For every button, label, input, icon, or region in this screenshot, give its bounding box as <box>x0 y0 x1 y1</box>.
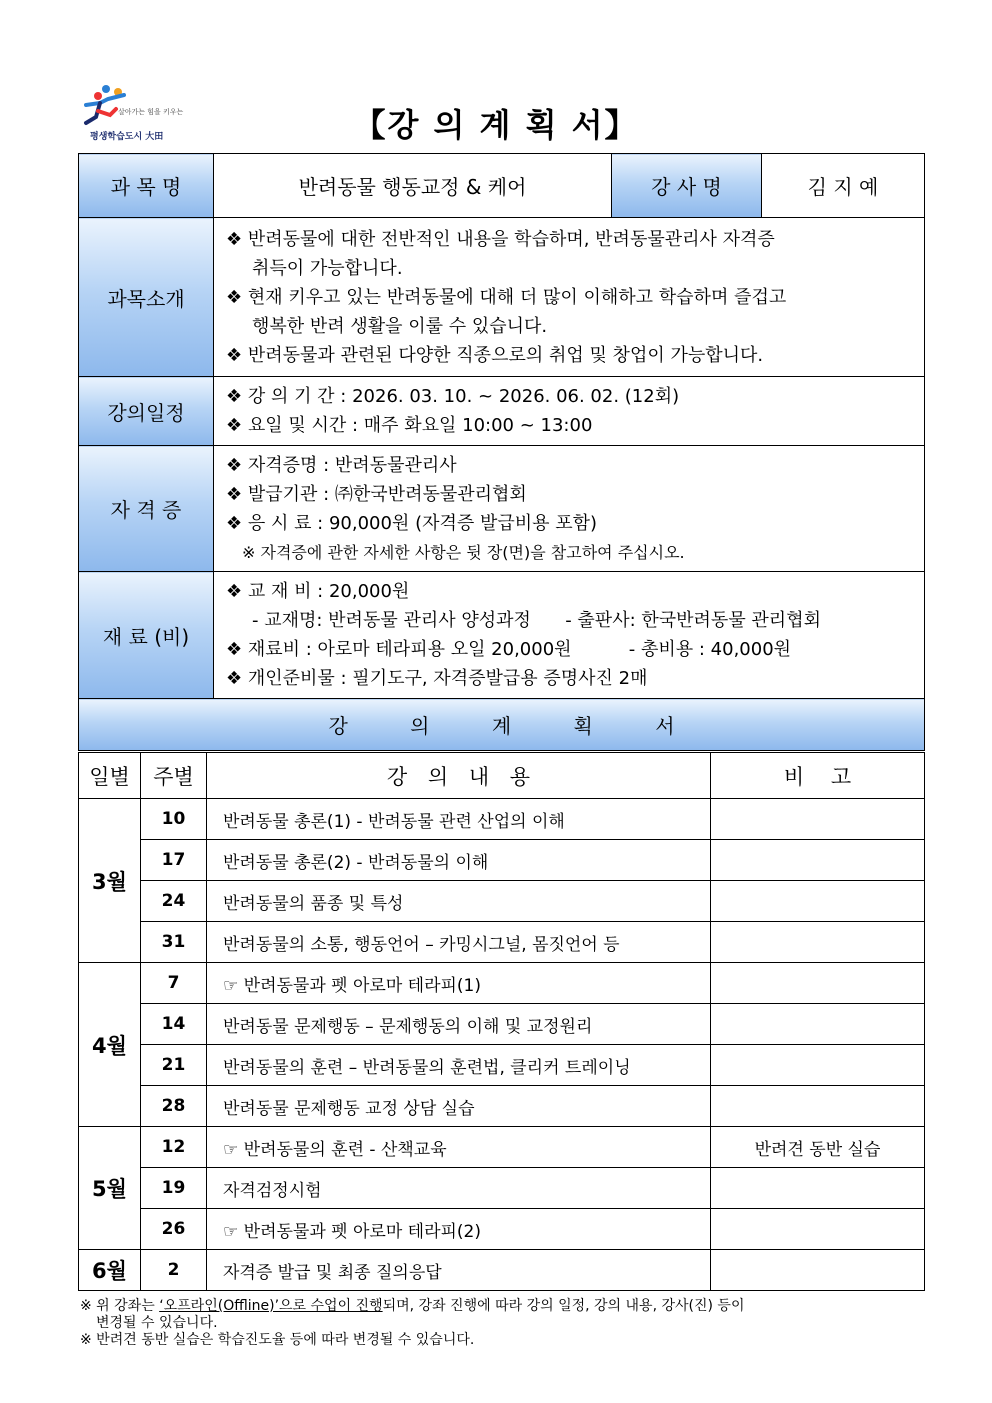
table-row <box>79 799 925 840</box>
footnote-1 <box>80 1298 925 1315</box>
note-cell <box>711 1004 925 1045</box>
schedule-label: 강의일정 <box>79 377 214 446</box>
cert-label: 자 격 증 <box>79 446 214 572</box>
intro-line: ❖ 반려동물에 대한 전반적인 내용을 학습하며, 반려동물관리사 자격증 <box>226 228 775 250</box>
banner-char: 계 <box>491 714 512 738</box>
cert-line: ❖ 응 시 료 : 90,000원 (자격증 발급비용 포함) <box>226 512 598 534</box>
week-cell: 28 <box>141 1086 207 1127</box>
cert-note: ※ 자격증에 관한 자세한 사항은 뒷 장(면)을 참고하여 주십시오. <box>242 542 685 562</box>
course-info-table <box>78 153 925 751</box>
week-cell: 26 <box>141 1209 207 1250</box>
content-cell: ☞ 반려동물의 훈련 - 산책교육 <box>207 1127 711 1168</box>
intro-line: 취득이 가능합니다. <box>252 257 403 279</box>
footnote-1-cont: 변경될 수 있습니다. <box>96 1315 218 1331</box>
header-day: 일별 <box>79 753 141 799</box>
material-line: ❖ 교 재 비 : 20,000원 <box>226 581 410 602</box>
logo-city: 평생학습도시 大田 <box>90 132 164 142</box>
content-cell: 반려동물의 훈련 – 반려동물의 훈련법, 클리커 트레이닝 <box>207 1045 711 1086</box>
intro-line: ❖ 반려동물과 관련된 다양한 직종으로의 취업 및 창업이 가능합니다. <box>226 344 764 366</box>
note-cell: 반려견 동반 실습 <box>711 1127 925 1168</box>
header-note: 비 고 <box>711 753 925 799</box>
table-row <box>79 840 925 881</box>
week-cell: 31 <box>141 922 207 963</box>
table-row <box>79 1127 925 1168</box>
content-cell: 반려동물의 품종 및 특성 <box>207 881 711 922</box>
footnote-underlined: ‘오프라인(Offline)’으로 수업이 진행 <box>159 1298 383 1314</box>
logo-tagline: 살아가는 힘을 키우는 <box>118 108 184 116</box>
intro-line: ❖ 현재 키우고 있는 반려동물에 대해 더 많이 이해하고 학습하며 즐겁고 <box>226 286 787 308</box>
banner-char: 강 <box>328 714 348 738</box>
material-body <box>214 572 925 699</box>
note-cell <box>711 799 925 840</box>
week-cell: 7 <box>141 963 207 1004</box>
cert-line: ❖ 자격증명 : 반려동물관리사 <box>226 454 457 476</box>
table-row <box>79 1168 925 1209</box>
note-cell <box>711 1045 925 1086</box>
intro-body <box>214 218 925 377</box>
plan-banner <box>79 699 925 751</box>
schedule-line: ❖ 요일 및 시간 : 매주 화요일 10:00 ~ 13:00 <box>226 415 593 436</box>
note-cell <box>711 963 925 1004</box>
table-row <box>79 1086 925 1127</box>
content-cell: 반려동물 문제행동 교정 상담 실습 <box>207 1086 711 1127</box>
note-cell <box>711 922 925 963</box>
week-cell: 17 <box>141 840 207 881</box>
week-cell: 24 <box>141 881 207 922</box>
cert-body <box>214 446 925 572</box>
note-cell <box>711 1086 925 1127</box>
table-row <box>79 922 925 963</box>
content-cell: ☞ 반려동물과 펫 아로마 테라피(1) <box>207 963 711 1004</box>
month-cell: 6월 <box>79 1250 141 1291</box>
intro-line: 행복한 반려 생활을 이룰 수 있습니다. <box>252 315 548 337</box>
material-line: ❖ 개인준비물 : 필기도구, 자격증발급용 증명사진 2매 <box>226 668 648 689</box>
cert-line: ❖ 발급기관 : ㈜한국반려동물관리협회 <box>226 483 527 505</box>
footnote-text: ※ 위 강좌는 <box>80 1298 160 1314</box>
content-cell: 자격검정시험 <box>207 1168 711 1209</box>
subject-name: 반려동물 행동교정 & 케어 <box>214 154 612 218</box>
instructor-name: 김 지 예 <box>762 154 925 218</box>
intro-label: 과목소개 <box>79 218 214 377</box>
header-content: 강 의 내 용 <box>207 753 711 799</box>
material-line: ❖ 재료비 : 아로마 테라피용 오일 20,000원 - 총비용 : 40,000원 <box>226 639 792 660</box>
note-cell <box>711 1168 925 1209</box>
content-cell: 자격증 발급 및 최종 질의응답 <box>207 1250 711 1291</box>
header-week: 주별 <box>141 753 207 799</box>
footnote-2: ※ 반려견 동반 실습은 학습진도율 등에 따라 변경될 수 있습니다. <box>80 1332 475 1348</box>
schedule-table <box>78 752 925 1291</box>
week-cell: 19 <box>141 1168 207 1209</box>
table-row <box>79 1250 925 1291</box>
week-cell: 10 <box>141 799 207 840</box>
week-cell: 14 <box>141 1004 207 1045</box>
material-line: - 교재명: 반려동물 관리사 양성과정 - 출판사: 한국반려동물 관리협회 <box>252 610 821 631</box>
banner-char: 의 <box>410 714 430 738</box>
note-cell <box>711 1209 925 1250</box>
month-cell: 5월 <box>79 1127 141 1250</box>
month-cell: 3월 <box>79 799 141 963</box>
material-label: 재 료 (비) <box>79 572 214 699</box>
content-cell: 반려동물 총론(1) - 반려동물 관련 산업의 이해 <box>207 799 711 840</box>
content-cell: 반려동물 총론(2) - 반려동물의 이해 <box>207 840 711 881</box>
note-cell <box>711 840 925 881</box>
footnote-text: 되며, 강좌 진행에 따라 강의 일정, 강의 내용, 강사(진) 등이 <box>382 1298 745 1314</box>
table-row <box>79 881 925 922</box>
schedule-body <box>214 377 925 446</box>
table-row <box>79 1209 925 1250</box>
instructor-label: 강 사 명 <box>612 154 762 218</box>
table-row <box>79 1004 925 1045</box>
table-row <box>79 1045 925 1086</box>
table-row <box>79 963 925 1004</box>
note-cell <box>711 881 925 922</box>
note-cell <box>711 1250 925 1291</box>
subject-label: 과 목 명 <box>79 154 214 218</box>
banner-char: 서 <box>655 714 675 738</box>
content-cell: 반려동물의 소통, 행동언어 – 카밍시그널, 몸짓언어 등 <box>207 922 711 963</box>
week-cell: 12 <box>141 1127 207 1168</box>
month-cell: 4월 <box>79 963 141 1127</box>
banner-char: 획 <box>573 714 593 738</box>
content-cell: ☞ 반려동물과 펫 아로마 테라피(2) <box>207 1209 711 1250</box>
footnotes <box>80 1298 925 1349</box>
content-cell: 반려동물 문제행동 – 문제행동의 이해 및 교정원리 <box>207 1004 711 1045</box>
week-cell: 21 <box>141 1045 207 1086</box>
document-title: 【강 의 계 획 서】 <box>353 106 639 144</box>
schedule-line: ❖ 강 의 기 간 : 2026. 03. 10. ~ 2026. 06. 02. (12회) <box>226 386 680 407</box>
week-cell: 2 <box>141 1250 207 1291</box>
